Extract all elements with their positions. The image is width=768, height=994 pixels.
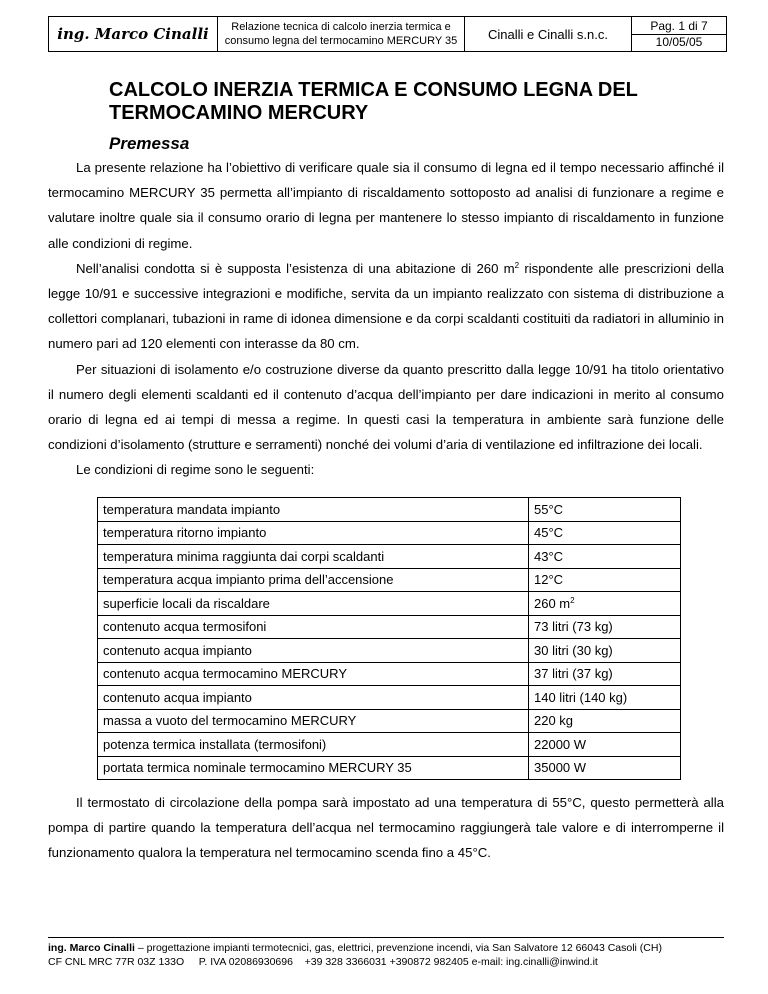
table-row — [98, 639, 681, 663]
document-title-line1: CALCOLO INERZIA TERMICA E CONSUMO LEGNA DEL — [109, 79, 638, 101]
paragraph-insulation: Per situazioni di isolamento e/o costruzione diverse da quanto prescritto dalla legge 10/91 ha titolo orientativo il numero degli elementi scaldanti ed il contenuto d’acqua dell’impianto per dare indicazioni in merito al consumo orario di legna ed ai tempi di messa a regime. In questi casi la temperatura in ambiente sarà funzione delle condizioni d’isolamento (strutture e serramenti) nonché dei volumi d’aria di ventilazione ed infiltrazione dei locali. — [48, 361, 724, 453]
condition-label: potenza termica installata (termosifoni) — [98, 733, 529, 757]
report-title-line1: Relazione tecnica di calcolo inerzia termica e — [231, 21, 451, 33]
condition-label: temperatura minima raggiunta dai corpi scaldanti — [98, 545, 529, 569]
table-row — [98, 498, 681, 522]
paragraph-building — [48, 256, 724, 357]
body-text — [48, 155, 724, 483]
page-header — [48, 16, 727, 52]
table-row — [98, 733, 681, 757]
condition-value — [529, 615, 681, 639]
company-name: Cinalli e Cinalli s.n.c. — [465, 17, 632, 52]
condition-value-text: 260 m — [534, 595, 571, 611]
condition-value — [529, 662, 681, 686]
conditions-intro: Le condizioni di regime sono le seguenti: — [76, 462, 315, 478]
footer-description: – progettazione impianti termotecnici, gas, elettrici, prevenzione incendi, via San Salvatore 12 66043 Casoli (CH) — [134, 942, 662, 954]
condition-value-text: 55°C — [534, 501, 564, 517]
condition-value — [529, 498, 681, 522]
condition-value — [529, 756, 681, 780]
footer-line1 — [48, 941, 738, 955]
table-row — [98, 568, 681, 592]
conditions-table — [97, 497, 681, 780]
footer-name: ing. Marco Cinalli — [48, 942, 135, 954]
table-row — [98, 615, 681, 639]
condition-value — [529, 568, 681, 592]
condition-value — [529, 592, 681, 616]
condition-value — [529, 521, 681, 545]
document-title-line2: TERMOCAMINO MERCURY — [109, 102, 369, 124]
condition-value-text: 37 litri (37 kg) — [534, 666, 613, 682]
report-title-line2: consumo legna del termocamino MERCURY 35 — [224, 35, 458, 47]
condition-label: contenuto acqua impianto — [98, 686, 529, 710]
condition-value-text: 43°C — [534, 548, 564, 564]
condition-label: superficie locali da riscaldare — [98, 592, 529, 616]
paragraph-intro: La presente relazione ha l’obiettivo di verificare quale sia il consumo di legna ed il tempo necessario affinché il termocamino MERCURY 35 permetta all’impianto di riscaldamento sottoposto ad analisi di funzionare a regime e valutare inoltre quale sia il consumo orario di legna per mantenere lo stesso impianto di riscaldamento in funzione alle condizioni di regime. — [48, 160, 724, 251]
table-row — [98, 592, 681, 616]
condition-value-text: 12°C — [534, 572, 564, 588]
page-info-cell — [632, 17, 727, 52]
report-title-cell — [218, 17, 465, 52]
table-row — [98, 686, 681, 710]
page-number: Pag. 1 di 7 — [650, 18, 708, 33]
condition-label: contenuto acqua termosifoni — [98, 615, 529, 639]
condition-label: contenuto acqua termocamino MERCURY — [98, 662, 529, 686]
condition-value-exponent: 2 — [570, 595, 575, 605]
table-row — [98, 756, 681, 780]
table-row — [98, 662, 681, 686]
document-title — [109, 79, 709, 125]
condition-value — [529, 639, 681, 663]
paragraph-thermostat: Il termostato di circolazione della pompa sarà impostato ad una temperatura di 55°C, questo permetterà alla pompa di partire quando la temperatura dell’acqua nel termocamino raggiungerà tale valore e di interromperne il funzionamento qualora la temperatura nel termocamino scenda fino a 45°C. — [48, 795, 724, 861]
footer-divider — [48, 937, 724, 938]
condition-label: massa a vuoto del termocamino MERCURY — [98, 709, 529, 733]
author-logo: ing. Marco Cinalli — [49, 17, 218, 52]
condition-label: temperatura acqua impianto prima dell’accensione — [98, 568, 529, 592]
page-footer — [48, 941, 738, 969]
condition-label: temperatura mandata impianto — [98, 498, 529, 522]
table-row — [98, 521, 681, 545]
paragraph-building-start: Nell’analisi condotta si è supposta l’esistenza di una abitazione di 260 m — [76, 260, 515, 276]
area-unit-exponent: 2 — [514, 260, 520, 270]
condition-label: portata termica nominale termocamino MERCURY 35 — [98, 756, 529, 780]
condition-label: temperatura ritorno impianto — [98, 521, 529, 545]
document-date: 10/05/05 — [655, 34, 703, 49]
condition-value-text: 30 litri (30 kg) — [534, 642, 613, 658]
condition-label: contenuto acqua impianto — [98, 639, 529, 663]
section-title: Premessa — [109, 134, 190, 153]
footer-line2: CF CNL MRC 77R 03Z 133O P. IVA 02086930696 +39 328 3366031 +390872 982405 e-mail: ing.cinalli@inwind.it — [48, 956, 598, 968]
condition-value-text: 22000 W — [534, 736, 587, 752]
condition-value-text: 140 litri (140 kg) — [534, 689, 628, 705]
condition-value — [529, 545, 681, 569]
table-row — [98, 545, 681, 569]
condition-value-text: 35000 W — [534, 760, 587, 776]
condition-value — [529, 686, 681, 710]
condition-value — [529, 733, 681, 757]
condition-value — [529, 709, 681, 733]
table-row — [98, 709, 681, 733]
paragraph-building-end: rispondente alle prescrizioni della legge 10/91 e successive integrazioni e modifiche, servita da un impianto realizzato con sistema di distribuzione a collettori complanari, tubazioni in rame di idonea dimensione e da corpi scaldanti costituiti da radiatori in alluminio in numero pari ad 120 elementi con interasse da 80 cm. — [48, 260, 724, 352]
condition-value-text: 45°C — [534, 525, 564, 541]
condition-value-text: 220 kg — [534, 713, 574, 729]
condition-value-text: 73 litri (73 kg) — [534, 619, 613, 635]
